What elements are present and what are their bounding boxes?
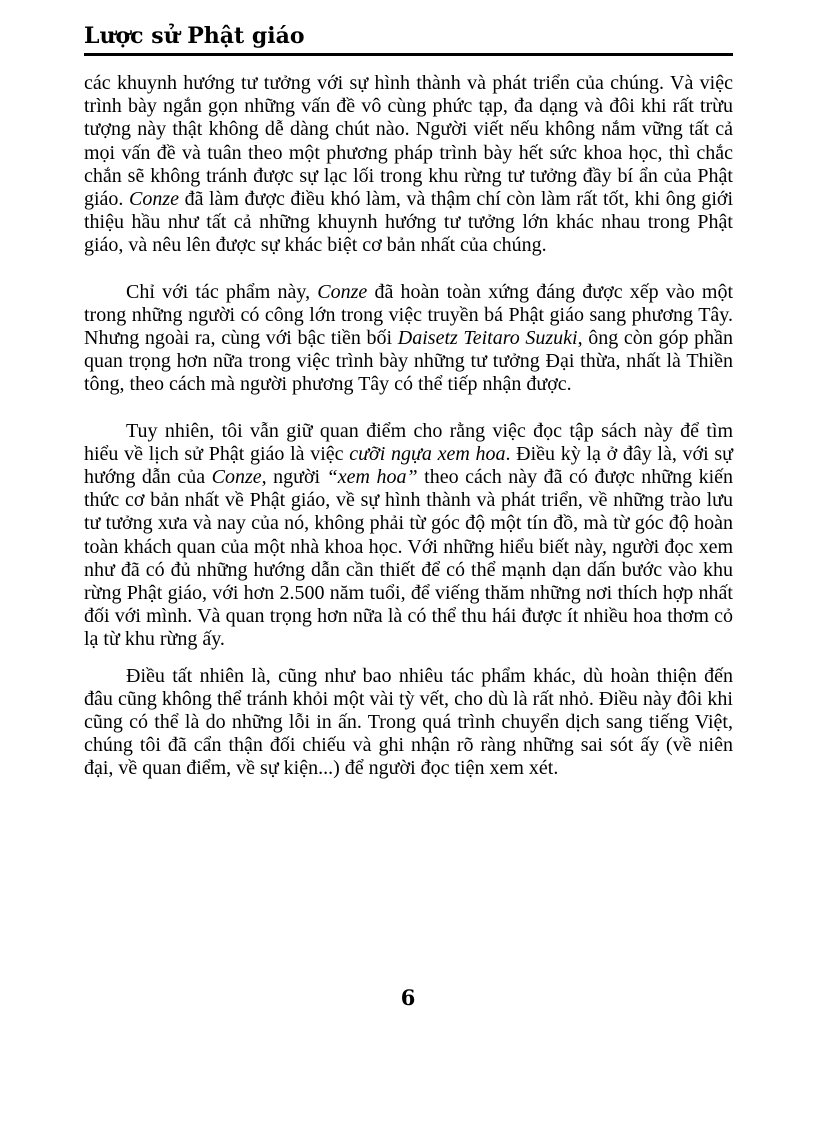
paragraph-2 bbox=[84, 281, 733, 397]
body-text bbox=[84, 72, 733, 781]
paragraph-3-part-a: Tuy nhiên, tôi vẫn giữ quan điểm cho rằng việc đọc tập sách này để tìm hiểu về lịch sử Phật giáo là việc bbox=[84, 419, 733, 465]
paragraph-3-part-b: . Điều kỳ lạ ở đây là, với sự hướng dẫn của bbox=[84, 442, 734, 489]
paragraph-1-text: các khuynh hướng tư tưởng với sự hình thành và phát triển của chúng. Và việc trình bày ngắn gọn những vấn đề vô cùng phức tạp, đa dạng và đôi khi rất trừu tượng này thật không dễ dàng chút nào. Người viết nếu không nắm vững tất cả mọi vấn đề và tuân theo một phương pháp trình bày hết sức khoa học, thì chắc chắn sẽ không tránh được sự lạc lối trong khu rừng tư tưởng đầy bí ẩn của Phật giáo. bbox=[84, 72, 733, 211]
paragraph-1 bbox=[84, 72, 733, 258]
idiom-emphasis: cưỡi ngựa xem hoa bbox=[349, 442, 506, 465]
paragraph-4: Điều tất nhiên là, cũng như bao nhiêu tác phẩm khác, dù hoàn thiện đến đâu cũng không thể tránh khỏi một vài tỳ vết, cho dù là rất nhỏ. Điều này đôi khi cũng có thể là do những lỗi in ấn. Trong quá trình chuyển dịch sang tiếng Việt, chúng tôi đã cẩn thận đối chiếu và ghi nhận rõ ràng những sai sót ấy (về niên đại, về quan điểm, về sự kiện...) để người đọc tiện xem xét. bbox=[84, 664, 733, 780]
paragraph-2-part-b: đã hoàn toàn xứng đáng được xếp vào một trong những người có công lớn trong việc truyền bá Phật giáo sang phương Tây. Nhưng ngoài ra, cùng với bậc tiền bối bbox=[84, 280, 733, 350]
author-name-suzuki: Daisetz Teitaro Suzuki bbox=[397, 327, 578, 350]
book-page bbox=[84, 22, 733, 781]
paragraph-2-part-a: Chỉ với tác phẩm này, bbox=[126, 280, 311, 303]
running-header-title: Lược sử Phật giáo bbox=[84, 22, 733, 56]
quoted-emphasis: “xem hoa” bbox=[326, 466, 418, 489]
author-name-conze: Conze bbox=[129, 188, 179, 211]
paragraph-1-tail: đã làm được điều khó làm, và thậm chí còn làm rất tốt, khi ông giới thiệu hầu như tất cả những khuynh hướng tư tưởng lớn khác nhau trong Phật giáo, và nêu lên được sự khác biệt cơ bản nhất của chúng. bbox=[84, 188, 734, 257]
page-number: 6 bbox=[400, 985, 416, 1010]
author-name-conze: Conze bbox=[211, 466, 262, 489]
paragraph-3-part-c: , người bbox=[261, 466, 321, 489]
author-name-conze: Conze bbox=[317, 280, 368, 303]
paragraph-2-part-c: , ông còn góp phần quan trọng hơn nữa trong việc trình bày những tư tưởng Đại thừa, nhất là Thiền tông, theo cách mà người phương Tây có thể tiếp nhận được. bbox=[84, 327, 733, 396]
paragraph-3-part-d: theo cách này đã có được những kiến thức cơ bản nhất về Phật giáo, về sự hình thành và phát triển, về những trào lưu tư tưởng xưa và nay của nó, không phải từ góc độ một tín đồ, mà từ góc độ hoàn toàn khách quan của một nhà khoa học. Với những hiểu biết này, người đọc xem như đã có đủ những hướng dẫn cần thiết để có thể mạnh dạn dấn bước vào khu rừng Phật giáo, với hơn 2.500 năm tuổi, để viếng thăm những nơi thích hợp nhất đối với mình. Và quan trọng hơn nữa là có thể thu hái được ít nhiều hoa thơm cỏ lạ từ khu rừng ấy. bbox=[84, 466, 734, 651]
paragraph-3 bbox=[84, 420, 733, 652]
